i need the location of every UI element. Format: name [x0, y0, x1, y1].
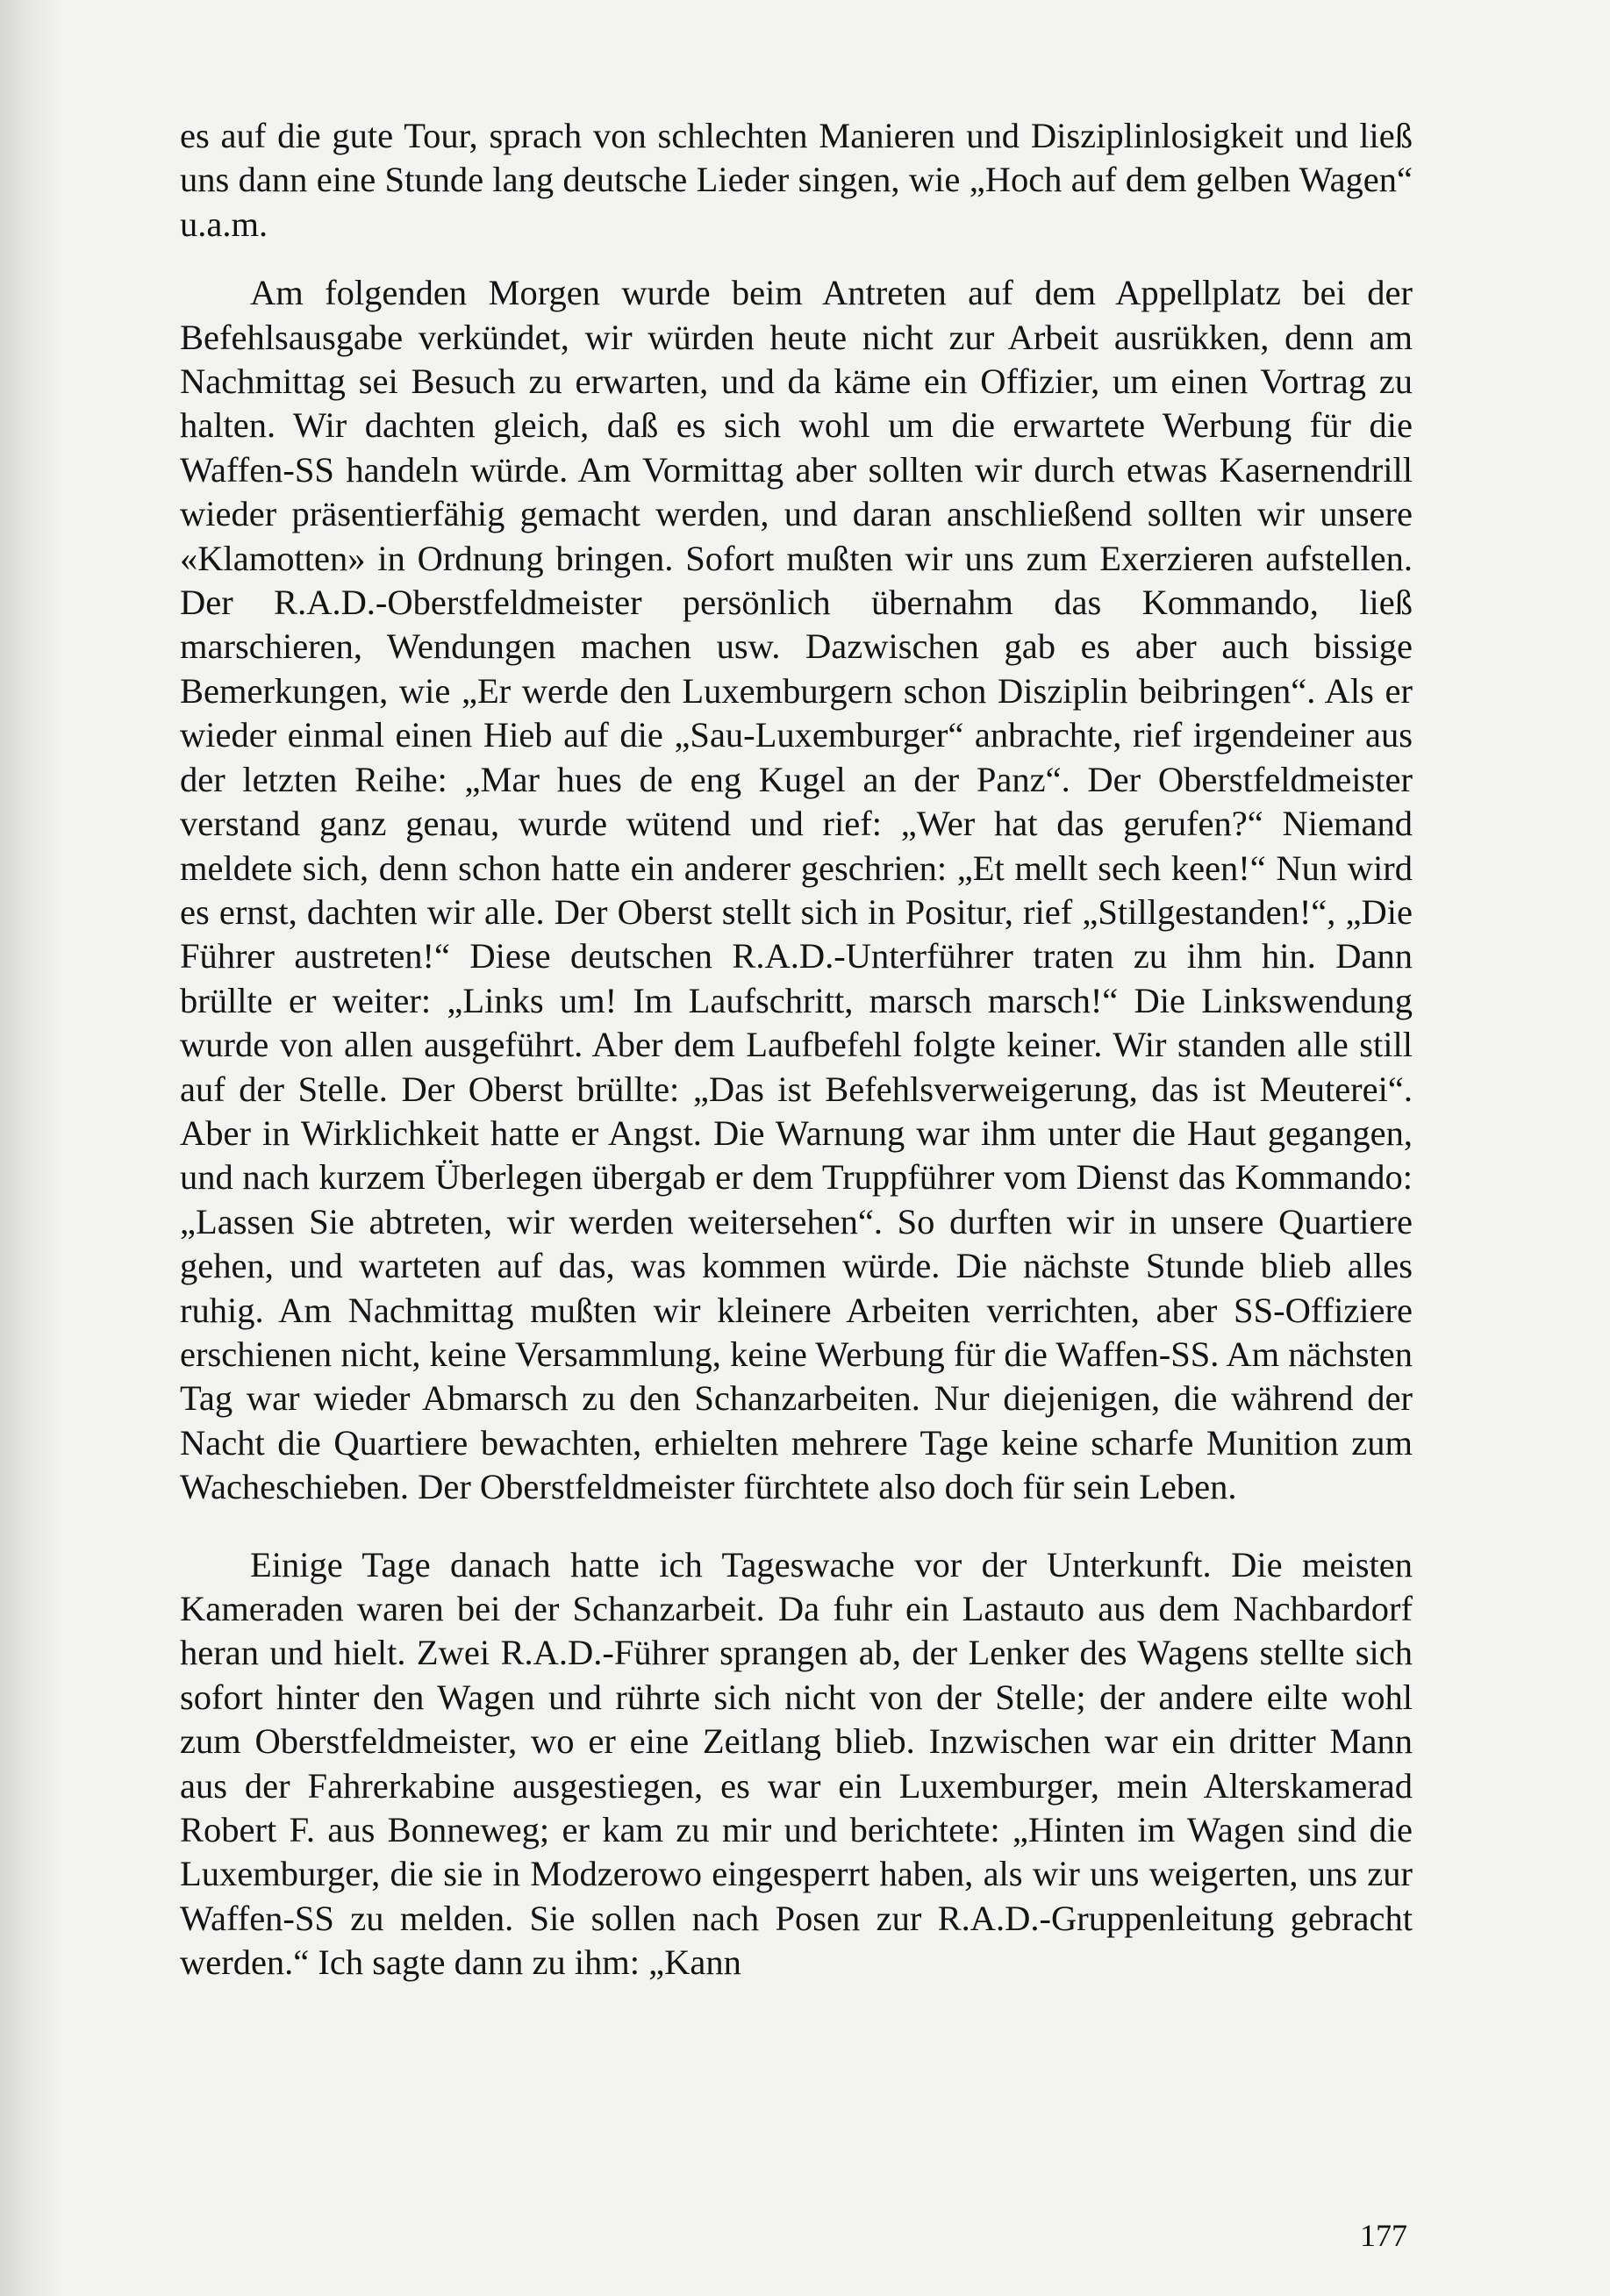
paragraph-day-watch: Einige Tage danach hatte ich Tageswache vor der Unterkunft. Die meisten Kameraden waren bei der Schanzarbeit. Da fuhr ein Lastauto aus dem Nachbardorf heran und hielt. Zwei R.A.D.-Führer sprangen ab, der Lenker des Wagens stellte sich sofort hinter den Wagen und rührte sich nicht von der Stelle; der andere eilte wohl zum Oberstfeldmeister, wo er eine Zeitlang blieb. Inzwischen war ein dritter Mann aus der Fahrerkabine ausgestiegen, es war ein Luxemburger, mein Alterskamerad Robert F. aus Bonneweg; er kam zu mir und berichtete: „Hinten im Wagen sind die Luxemburger, die sie in Modzerowo eingesperrt haben, als wir uns weigerten, uns zur Waffen-SS zu melden. Sie sollen nach Posen zur R.A.D.-Gruppenleitung gebracht werden.“ Ich sagte dann zu ihm: „Kann [180, 1544, 1413, 1983]
paragraph-drill-incident: Am folgenden Morgen wurde beim Antreten auf dem Appellplatz bei der Befehlsausgabe verkündet, wir würden heute nicht zur Arbeit ausrükken, denn am Nachmittag sei Besuch zu erwarten, und da käme ein Offizier, um einen Vortrag zu halten. Wir dachten gleich, daß es sich wohl um die erwartete Werbung für die Waffen-SS handeln würde. Am Vormittag aber sollten wir durch etwas Kasernendrill wieder präsentierfähig gemacht werden, und daran anschließend sollten wir unsere «Klamotten» in Ordnung bringen. Sofort mußten wir uns zum Exerzieren aufstellen. Der R.A.D.-Oberstfeldmeister persönlich übernahm das Kommando, ließ marschieren, Wendungen machen usw. Dazwischen gab es aber auch bissige Bemerkungen, wie „Er werde den Luxemburgern schon Disziplin beibringen“. Als er wieder einmal einen Hieb auf die „Sau-Luxemburger“ anbrachte, rief irgendeiner aus der letzten Reihe: „Mar hues de eng Kugel an der Panz“. Der Oberstfeldmeister verstand ganz genau, wurde wütend und rief: „Wer hat das gerufen?“ Niemand meldete sich, denn schon hatte ein anderer geschrien: „Et mellt sech keen!“ Nun wird es ernst, dachten wir alle. Der Oberst stellt sich in Positur, rief „Stillgestanden!“, „Die Führer austreten!“ Diese deutschen R.A.D.-Unterführer traten zu ihm hin. Dann brüllte er weiter: „Links um! Im Laufschritt, marsch marsch!“ Die Linkswendung wurde von allen ausgeführt. Aber dem Laufbefehl folgte keiner. Wir standen alle still auf der Stelle. Der Oberst brüllte: „Das ist Befehlsverweigerung, das ist Meuterei“. Aber in Wirklichkeit hatte er Angst. Die Warnung war ihm unter die Haut gegangen, und nach kurzem Überlegen übergab er dem Truppführer vom Dienst das Kommando: „Lassen Sie abtreten, wir werden weitersehen“. So durften wir in unsere Quartiere gehen, und warteten auf das, was kommen würde. Die nächste Stunde blieb alles ruhig. Am Nachmittag mußten wir kleinere Arbeiten verrichten, aber SS-Offiziere erschienen nicht, keine Versammlung, keine Werbung für die Waffen-SS. Am nächsten Tag war wieder Abmarsch zu den Schanzarbeiten. Nur diejenigen, die während der Nacht die Quartiere bewachten, erhielten mehrere Tage keine scharfe Munition zum Wacheschieben. Der Oberstfeldmeister fürchtete also doch für sein Leben. [180, 273, 1413, 1507]
book-gutter-shadow [0, 0, 61, 2296]
paragraph-continued: es auf die gute Tour, sprach von schlechten Manieren und Disziplinlosigkeit und ließ uns dann eine Stunde lang deutsche Lieder singen, wie „Hoch auf dem gelben Wagen“ u.a.m. [180, 116, 1413, 244]
page-number: 177 [1360, 2218, 1407, 2253]
book-page [180, 114, 1413, 1985]
